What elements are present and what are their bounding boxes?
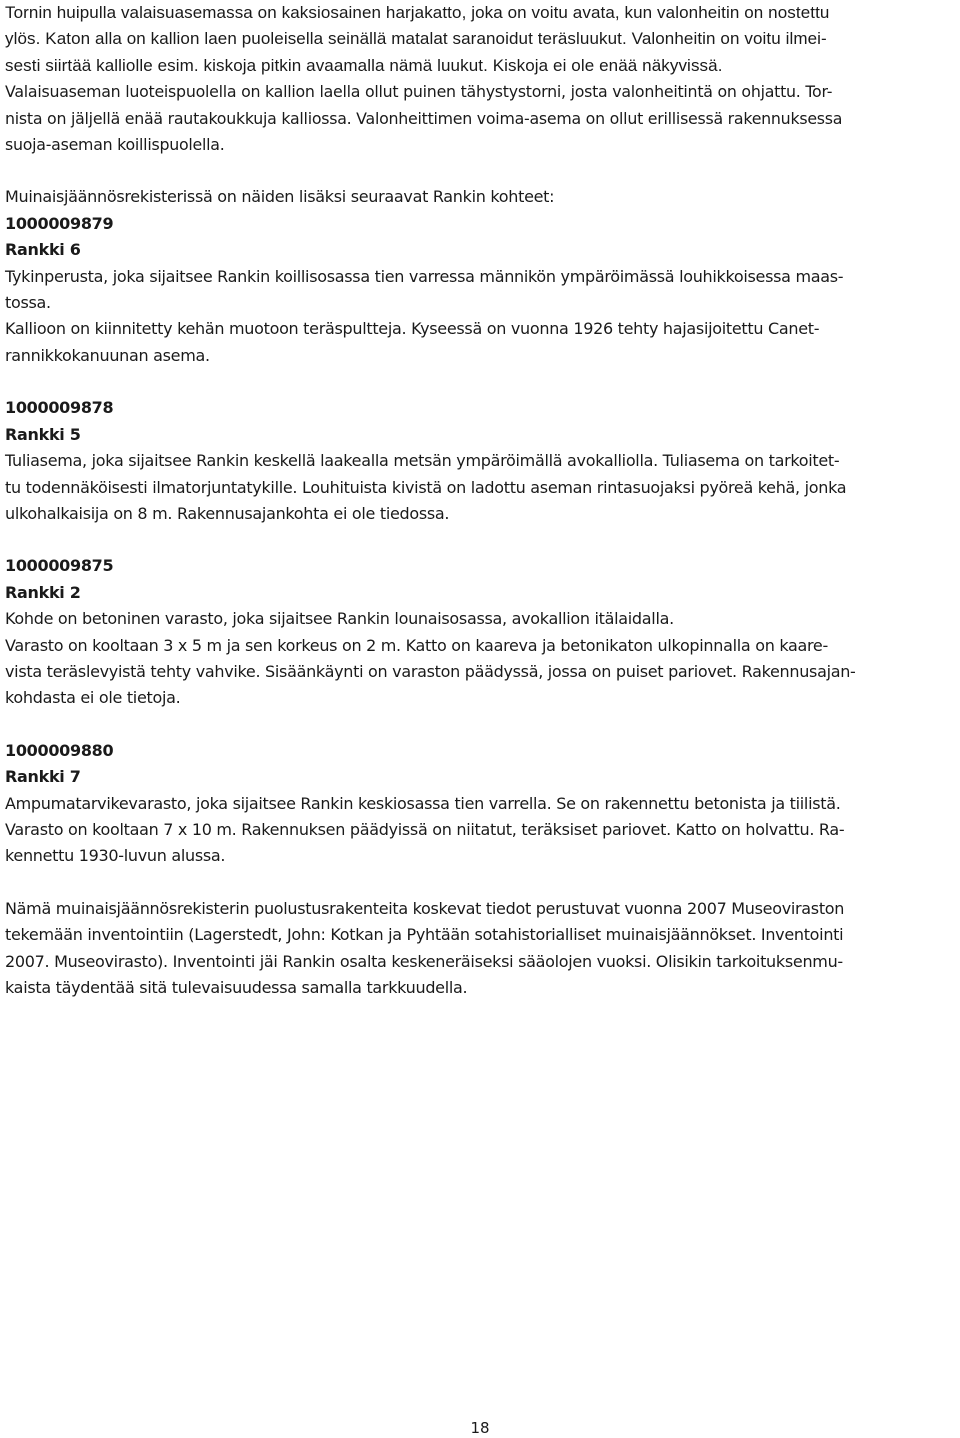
entry-1000009879 <box>5 211 955 369</box>
text-line: Kallioon on kiinnitetty kehän muotoon teräspultteja. Kyseessä on vuonna 1926 tehty hajasijoitettu Canet- <box>5 319 820 339</box>
page-number: 18 <box>470 1419 490 1437</box>
text-line: tekemään inventointiin (Lagerstedt, John: Kotkan ja Pyhtään sotahistorialliset muinaisjäännökset. Inventointi <box>5 925 844 945</box>
registry-section <box>5 184 955 1001</box>
text-line: Tuliasema, joka sijaitsee Rankin keskellä laakealla metsän ympäröimällä avokalliolla. Tuliasema on tarkoitet- <box>5 451 840 471</box>
text-line: ulkohalkaisija on 8 m. Rakennusajankohta ei ole tiedossa. <box>5 503 450 523</box>
text-line: vista teräslevyistä tehty vahvike. Sisäänkäynti on varaston päädyssä, jossa on puiset pariovet. Rakennusajan- <box>5 661 856 681</box>
text-line: nista on jäljellä enää rautakoukkuja kalliossa. Valonheittimen voima-asema on ollut erillisessä rakennuksessa <box>5 108 843 128</box>
registry-intro: Muinaisjäännösrekisterissä on näiden lisäksi seuraavat Rankin kohteet: <box>5 187 555 207</box>
entry-name: Rankki 6 <box>5 240 81 260</box>
text-line: tu todennäköisesti ilmatorjuntatykille. Louhituista kivistä on ladottu aseman rintasuojaksi pyöreä kehä, jonka <box>5 477 847 497</box>
text-line: Kohde on betoninen varasto, joka sijaitsee Rankin lounaisosassa, avokallion itälaidalla. <box>5 609 674 629</box>
entry-1000009878 <box>5 395 955 527</box>
text-line: Tykinperusta, joka sijaitsee Rankin koillisosassa tien varressa männikön ympäröimässä louhikkoisessa maas- <box>5 266 844 286</box>
entry-id: 1000009879 <box>5 213 114 233</box>
entry-1000009880 <box>5 738 955 870</box>
entry-name: Rankki 2 <box>5 582 81 602</box>
text-line: Varasto on kooltaan 3 x 5 m ja sen korkeus on 2 m. Katto on kaareva ja betonikaton ulkopinnalla on kaare- <box>5 635 828 655</box>
entry-name: Rankki 5 <box>5 424 81 444</box>
text-line: kaista täydentää sitä tulevaisuudessa samalla tarkkuudella. <box>5 978 468 997</box>
entry-id: 1000009880 <box>5 740 114 760</box>
intro-paragraph-1 <box>5 0 955 79</box>
text-line: sesti siirtää kalliolle esim. kiskoja pitkin avaamalla nämä luukut. Kiskoja ei ole enää näkyvissä. <box>5 55 723 75</box>
text-line: kennettu 1930-luvun alussa. <box>5 846 226 866</box>
text-line: kohdasta ei ole tietoja. <box>5 688 181 708</box>
document-page <box>5 0 955 1001</box>
intro-paragraph-2 <box>5 79 955 158</box>
text-line: tossa. <box>5 293 51 313</box>
entry-1000009875 <box>5 553 955 711</box>
text-line: ylös. Katon alla on kallion laen puoleisella seinällä matalat saranoidut teräsluukut. Valonheitin on voitu ilmei- <box>5 29 827 49</box>
text-line: rannikkokanuunan asema. <box>5 345 210 365</box>
entry-id: 1000009875 <box>5 556 114 576</box>
text-line: suoja-aseman koillispuolella. <box>5 135 225 155</box>
text-line: Tornin huipulla valaisuasemassa on kaksiosainen harjakatto, joka on voitu avata, kun valonheitin on nostettu <box>5 3 830 22</box>
text-line: Ampumatarvikevarasto, joka sijaitsee Rankin keskiosassa tien varrella. Se on rakennettu betonista ja tiilistä. <box>5 793 841 813</box>
text-line: Valaisuaseman luoteispuolella on kallion laella ollut puinen tähystystorni, josta valonheitintä on ohjattu. Tor- <box>5 82 833 102</box>
entry-id: 1000009878 <box>5 398 114 418</box>
text-line: Nämä muinaisjäännösrekisterin puolustusrakenteita koskevat tiedot perustuvat vuonna 2007 Museoviraston <box>5 898 845 918</box>
text-line: Varasto on kooltaan 7 x 10 m. Rakennuksen päädyissä on niitatut, teräksiset pariovet. Katto on holvattu. Ra- <box>5 819 845 839</box>
closing-paragraph <box>5 896 955 1002</box>
text-line: 2007. Museovirasto). Inventointi jäi Rankin osalta keskeneräiseksi sääolojen vuoksi. Olisikin tarkoituksenmu- <box>5 951 843 971</box>
entry-name: Rankki 7 <box>5 767 81 787</box>
